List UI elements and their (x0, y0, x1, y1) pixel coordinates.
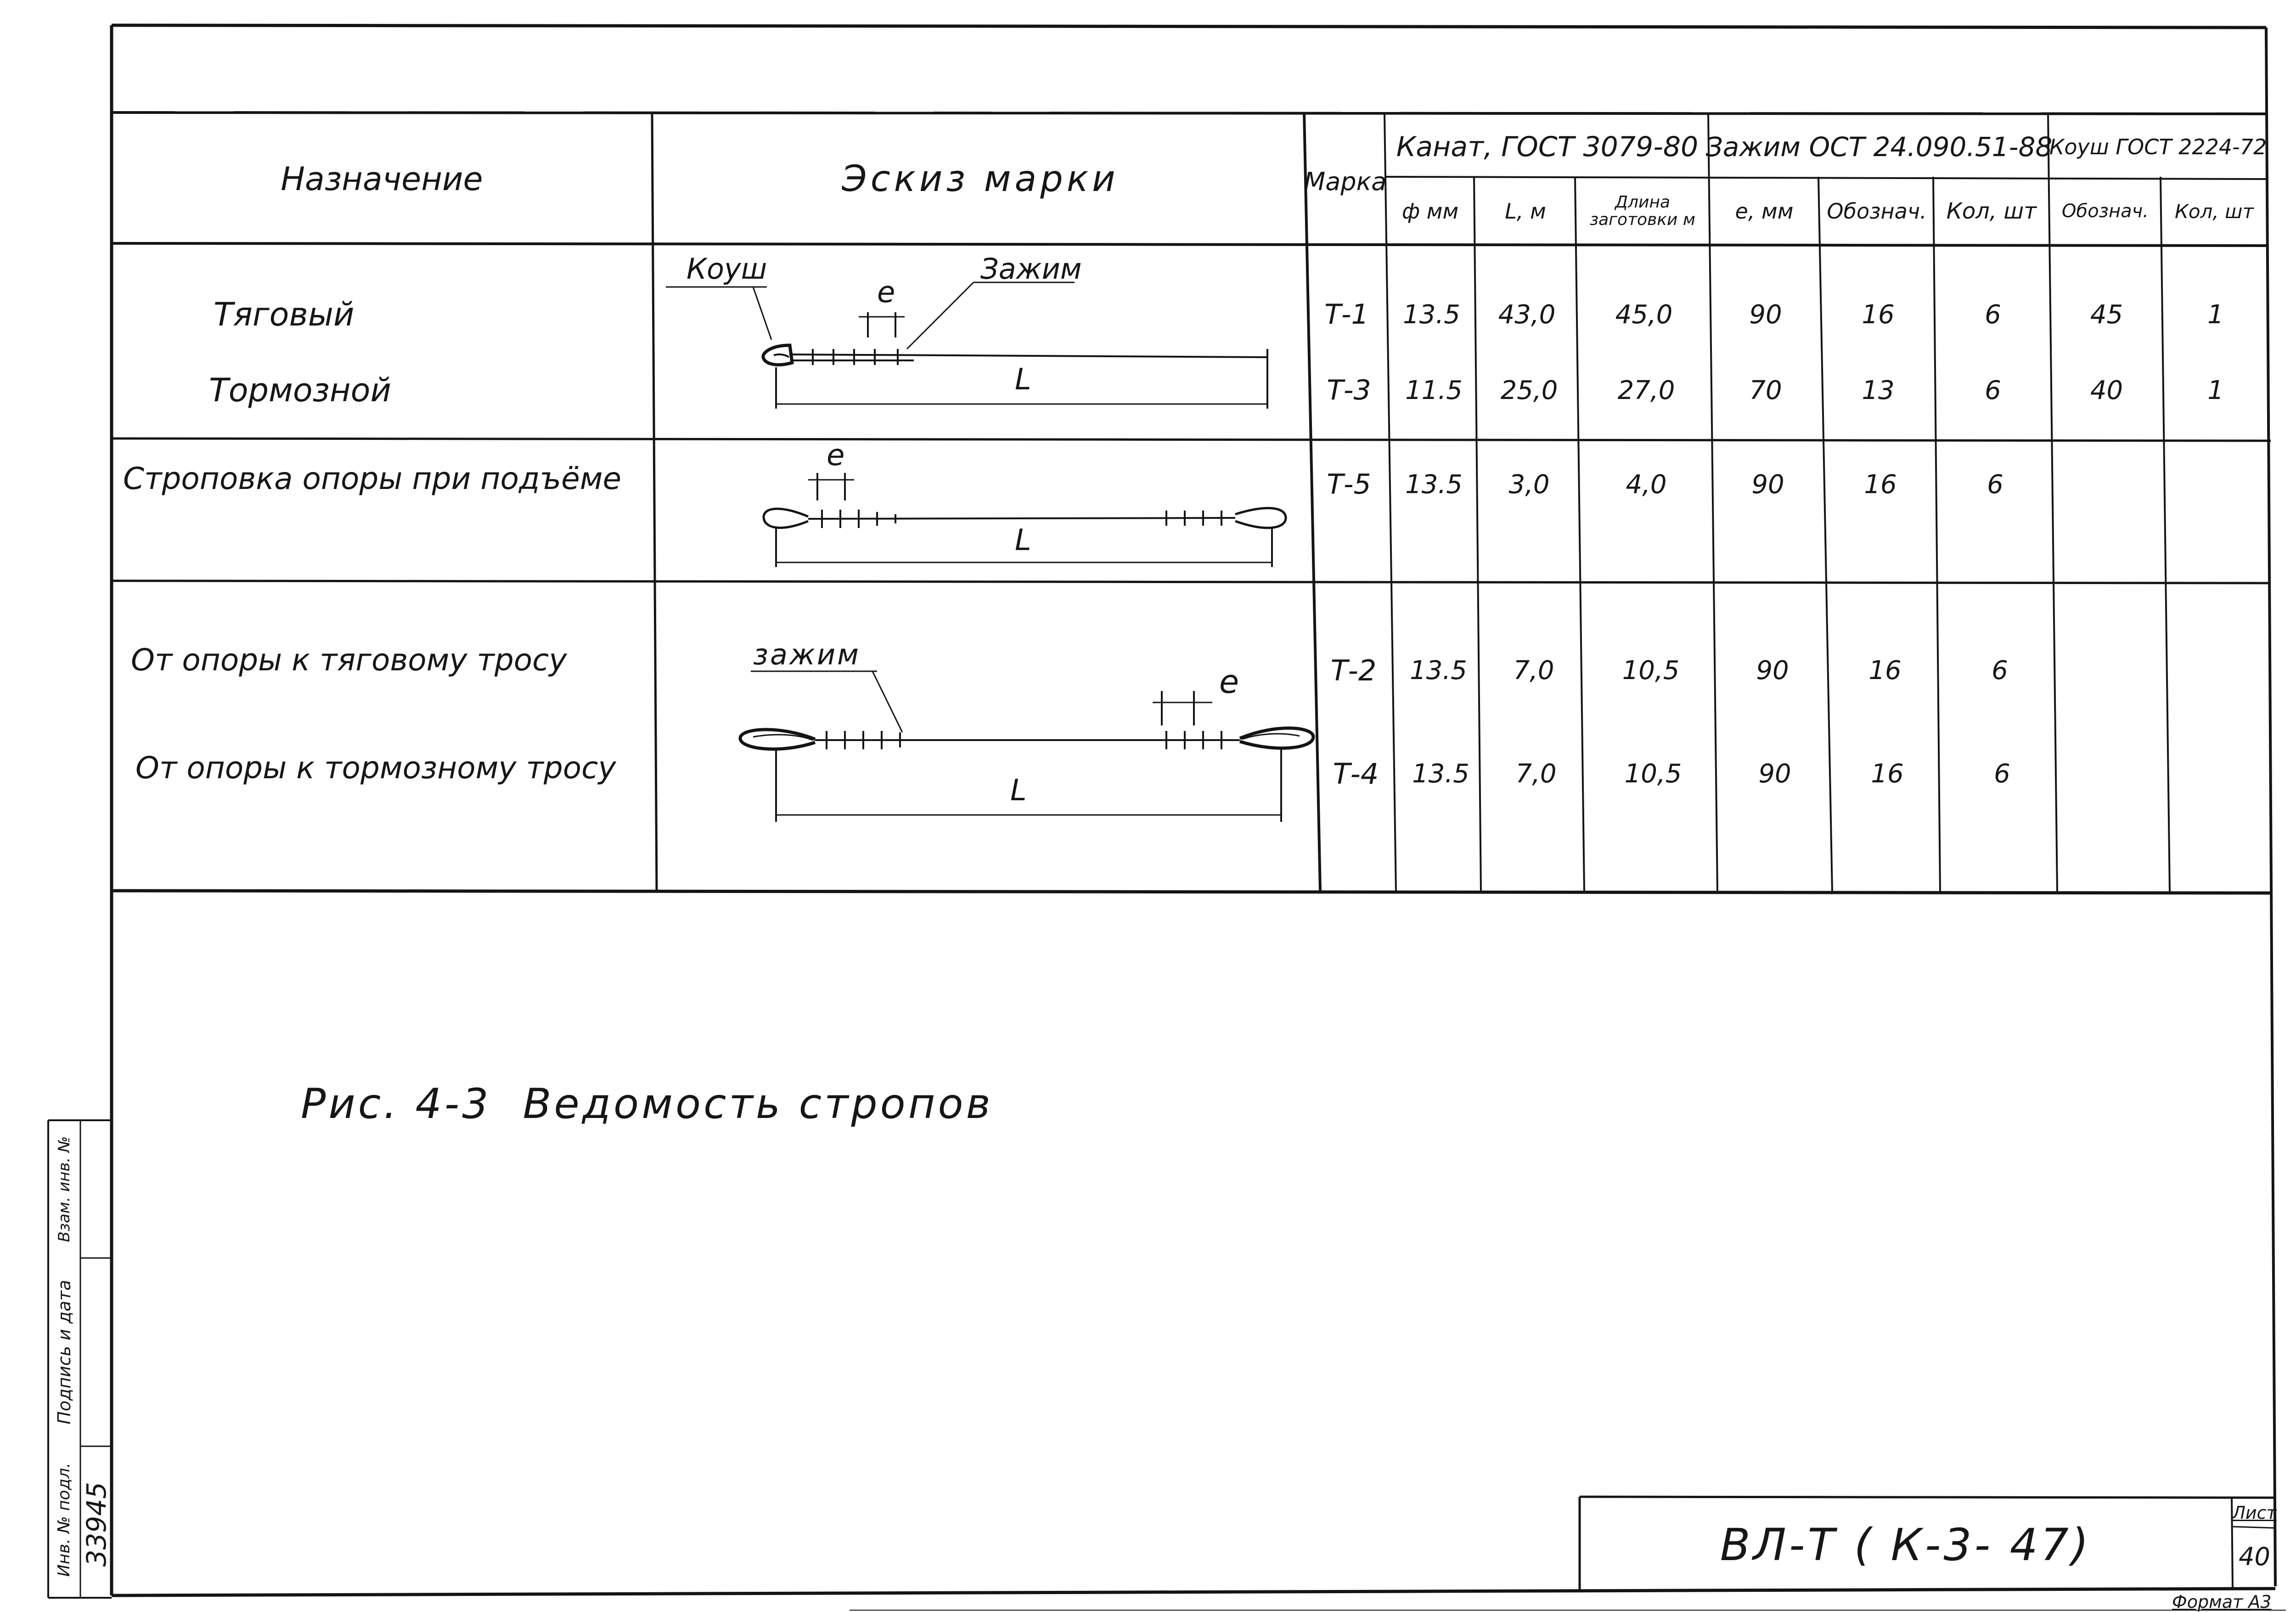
row-4-clamp-qty: 6 (1992, 655, 2008, 685)
header-purpose: Назначение (281, 160, 483, 198)
row-4-mark: Т-2 (1330, 653, 1377, 687)
row-4-dia: 13.5 (1410, 655, 1467, 685)
purpose-brake: Тормозной (209, 371, 391, 409)
header-rope-group: Канат, ГОСТ 3079-80 (1396, 131, 1699, 163)
sheet-number: 40 (2239, 1542, 2270, 1571)
row-3-len: 3,0 (1508, 469, 1550, 500)
row-4-clamp-desig: 16 (1868, 655, 1902, 685)
row-2-len: 25,0 (1500, 375, 1558, 405)
row-3-clamp-desig: 16 (1864, 469, 1897, 500)
header-clamp-desig: Обознач. (1827, 199, 1927, 224)
header-clamp-e: e, мм (1735, 199, 1794, 224)
row-5-blank: 10,5 (1624, 758, 1682, 789)
row-3-blank: 4,0 (1626, 469, 1667, 500)
header-blank-len: Длина заготовки м (1589, 193, 1696, 229)
row-4-e: 90 (1756, 655, 1789, 685)
label-L-3: L (1010, 774, 1027, 808)
sheet-label: Лист (2232, 1503, 2277, 1523)
header-thimble-group: Коуш ГОСТ 2224-72 (2049, 135, 2267, 159)
row-4-blank: 10,5 (1622, 655, 1680, 685)
row-2-clamp-qty: 6 (1985, 375, 2001, 405)
row-3-clamp-qty: 6 (1987, 469, 2003, 500)
row-1-e: 90 (1749, 299, 1782, 330)
row-1-thimble-desig: 45 (2090, 299, 2123, 330)
row-1-dia: 13.5 (1403, 299, 1460, 330)
stamp-signature-label: Подпись и дата (54, 1280, 74, 1425)
row-2-e: 70 (1749, 375, 1782, 405)
row-5-len: 7,0 (1515, 758, 1557, 789)
row-2-mark: Т-3 (1327, 374, 1371, 406)
row-5-dia: 13.5 (1412, 758, 1469, 789)
document-designation: ВЛ-Т ( К-3- 47) (1720, 1519, 2092, 1571)
row-3-e: 90 (1751, 469, 1784, 500)
label-e-2: e (827, 438, 845, 472)
purpose-to-brake-rope: От опоры к тормозному тросу (135, 750, 616, 786)
row-5-mark: Т-4 (1333, 757, 1379, 791)
stamp-replace-label: Взам. инв. № (55, 1136, 73, 1242)
label-clamp: Зажим (980, 252, 1082, 286)
header-clamp-qty: Кол, шт (1946, 198, 2037, 224)
purpose-pole-lifting: Строповка опоры при подъёме (123, 461, 622, 496)
purpose-traction: Тяговый (214, 296, 355, 333)
row-1-blank: 45,0 (1615, 299, 1673, 330)
stamp-inv-number: 33945 (81, 1482, 112, 1567)
row-1-clamp-desig: 16 (1862, 299, 1895, 330)
header-rope-len: L, м (1505, 199, 1546, 224)
row-1-len: 43,0 (1498, 299, 1556, 330)
row-2-blank: 27,0 (1617, 375, 1675, 405)
purpose-to-traction-rope: От опоры к тяговому тросу (131, 642, 567, 678)
label-e-1: e (877, 275, 895, 309)
row-2-thimble-desig: 40 (2090, 375, 2123, 405)
header-thimble-qty: Кол, шт (2175, 200, 2254, 223)
row-3-dia: 13.5 (1405, 469, 1463, 500)
label-e-3: e (1219, 663, 1239, 701)
row-4-len: 7,0 (1513, 655, 1554, 685)
row-1-clamp-qty: 6 (1985, 299, 2001, 330)
row-5-clamp-qty: 6 (1994, 758, 2010, 789)
row-2-thimble-qty: 1 (2207, 375, 2224, 405)
row-2-clamp-desig: 13 (1862, 375, 1895, 405)
row-1-mark: Т-1 (1324, 298, 1369, 331)
row-2-dia: 11.5 (1405, 375, 1463, 405)
stamp-inv-label: Инв. № подл. (55, 1462, 73, 1577)
row-5-clamp-desig: 16 (1871, 758, 1904, 789)
row-1-thimble-qty: 1 (2207, 299, 2224, 330)
row-5-e: 90 (1758, 758, 1791, 789)
label-thimble: Коуш (687, 252, 767, 286)
header-rope-dia: ф мм (1401, 199, 1459, 224)
header-thimble-desig: Обознач. (2062, 201, 2149, 222)
label-clamp-lower: зажим (753, 638, 861, 671)
format-label: Формат А3 (2172, 1592, 2272, 1612)
header-sketch: Эскиз марки (842, 158, 1119, 200)
figure-caption: Рис. 4-3 Ведомость стропов (301, 1080, 993, 1128)
header-mark: Марка (1304, 167, 1387, 196)
header-clamp-group: Зажим ОСТ 24.090.51-88 (1705, 131, 2053, 163)
label-L-2: L (1015, 523, 1031, 557)
label-L-1: L (1015, 363, 1031, 397)
row-3-mark: Т-5 (1327, 468, 1371, 500)
